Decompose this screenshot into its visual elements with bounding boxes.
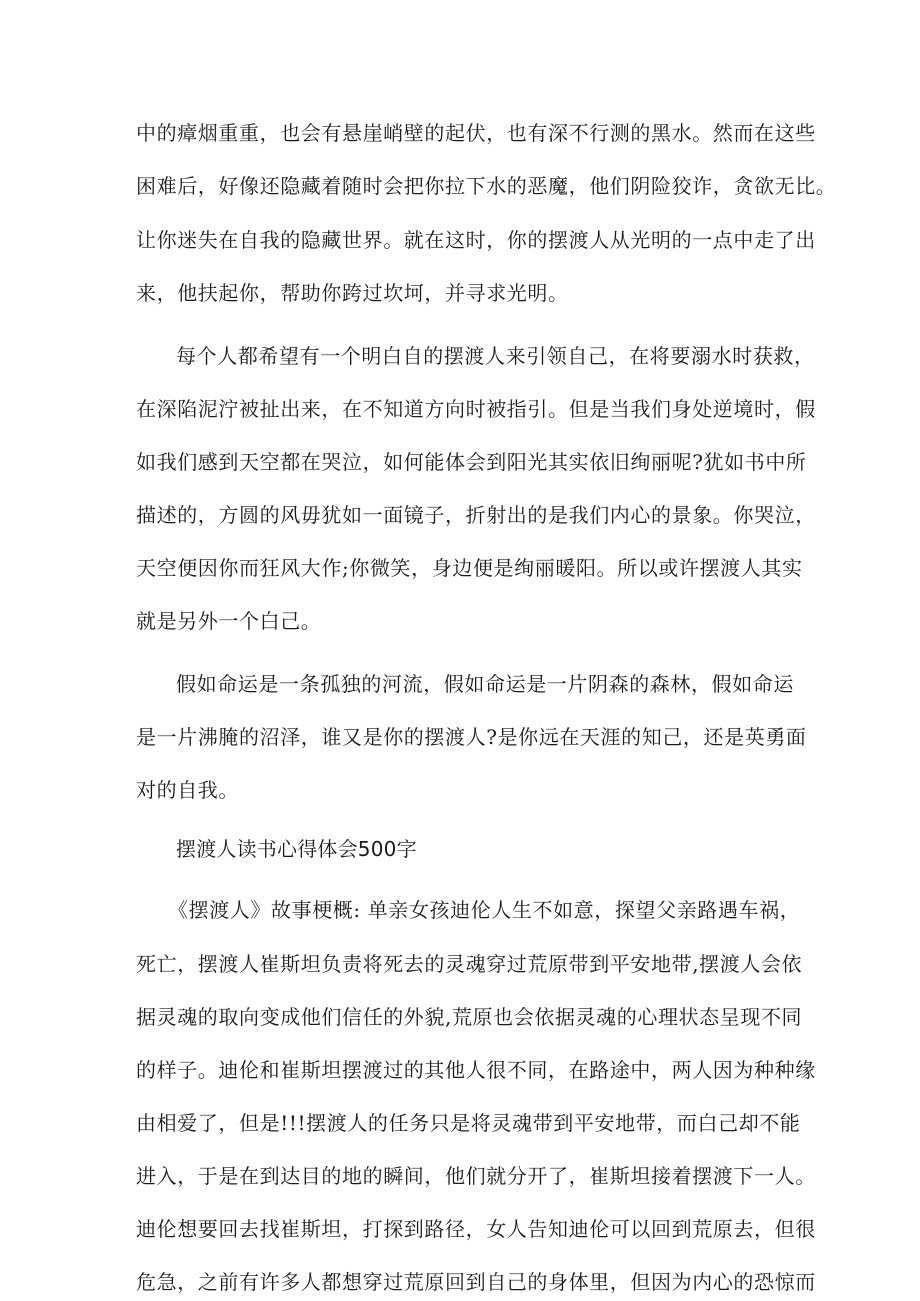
paragraph-1-line: 让你迷失在自我的隐藏世界。就在这时，你的摆渡人从光明的一点中走了出 bbox=[136, 228, 816, 252]
paragraph-4-line: 由相爱了，但是!!!摆渡人的任务只是将灵魂带到平安地带，而白己却不能 bbox=[136, 1111, 801, 1135]
paragraph-1-line: 困难后，好像还隐藏着随时会把你拉下水的恶魔，他们阴险狡诈，贪欲无比。 bbox=[136, 174, 837, 198]
paragraph-4-line: 死亡，摆渡人崔斯坦负责将死去的灵魂穿过荒原带到平安地带,摆渡人会依 bbox=[136, 952, 803, 976]
paragraph-4-line: 《摆渡人》故事梗概: 单亲女孩迪伦人生不如意，探望父亲路遇车祸， bbox=[168, 898, 801, 922]
paragraph-1-line: 来，他扶起你，帮助你跨过坎坷，并寻求光明。 bbox=[136, 281, 569, 305]
paragraph-3-line: 对的自我。 bbox=[136, 778, 239, 802]
paragraph-3-line: 假如命运是一条孤独的河流，假如命运是一片阴森的森林，假如命运 bbox=[176, 672, 794, 696]
paragraph-4-line: 的样子。迪伦和崔斯坦摆渡过的其他人很不同，在路途中，两人因为种种缘 bbox=[136, 1058, 816, 1082]
paragraph-4-line: 据灵魂的取向变成他们信任的外貌,荒原也会依据灵魂的心理状态呈现不同 bbox=[136, 1005, 803, 1029]
paragraph-4-line: 危急，之前有许多人都想穿过荒原回到自己的身体里，但因为内心的恐惊而 bbox=[136, 1270, 816, 1294]
paragraph-2-line: 每个人都希望有一个明白自的摆渡人来引领自己，在将要溺水时获救， bbox=[176, 344, 815, 368]
paragraph-2-line: 如我们感到天空都在哭泣，如何能体会到阳光其实依旧绚丽呢?犹如书中所 bbox=[136, 450, 807, 474]
paragraph-2-line: 就是另外一个白己。 bbox=[136, 609, 322, 633]
paragraph-4-line: 迪伦想要回去找崔斯坦，打探到路径，女人告知迪伦可以回到荒原去，但很 bbox=[136, 1217, 816, 1241]
paragraph-4-line: 进入，于是在到达目的地的瞬间，他们就分开了，崔斯坦接着摆渡下一人。 bbox=[136, 1164, 816, 1188]
paragraph-2-line: 描述的，方圆的风毋犹如一面镜子，折射出的是我们内心的景象。你哭泣， bbox=[136, 503, 816, 527]
paragraph-1-line: 中的瘴烟重重，也会有悬崖峭壁的起伏，也有深不行测的黑水。然而在这些 bbox=[136, 121, 816, 145]
paragraph-3-line: 是一片沸腌的沼泽，谁又是你的摆渡人?是你远在天涯的知己，还是英勇面 bbox=[136, 725, 807, 749]
section-title: 摆渡人读书心得体会500字 bbox=[176, 837, 417, 861]
paragraph-2-line: 在深陷泥泞被扯出来，在不知道方向时被指引。但是当我们身处逆境时，假 bbox=[136, 397, 816, 421]
paragraph-2-line: 天空便因你而狂风大作;你微笑，身边便是绚丽暖阳。所以或许摆渡人其实 bbox=[136, 556, 803, 580]
